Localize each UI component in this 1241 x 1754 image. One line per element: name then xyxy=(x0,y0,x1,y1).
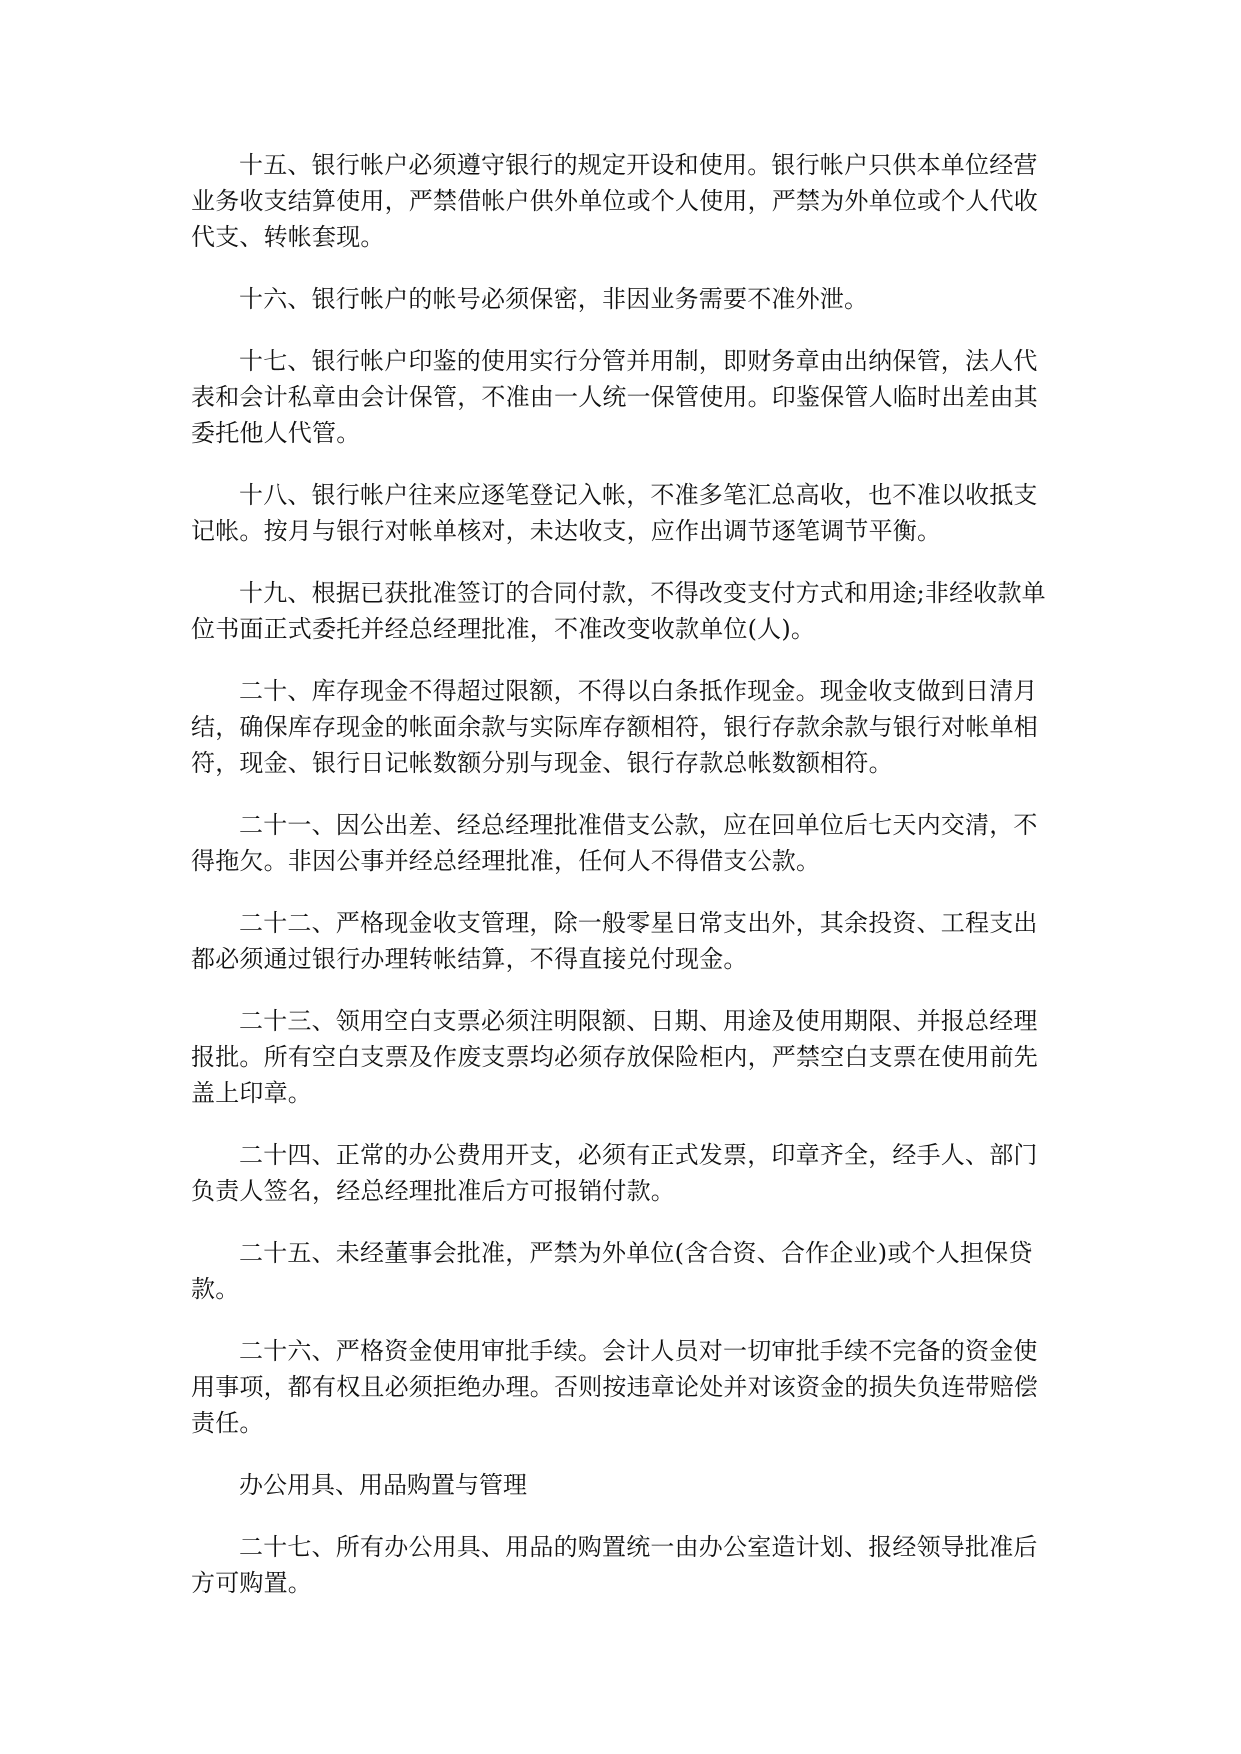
paragraph-20: 二十、库存现金不得超过限额，不得以白条抵作现金。现金收支做到日清月结，确保库存现金的帐面余款与实际库存额相符，银行存款余款与银行对帐单相符，现金、银行日记帐数额分别与现金、银行存款总帐数额相符。 xyxy=(191,677,1038,777)
paragraph-21: 二十一、因公出差、经总经理批准借支公款，应在回单位后七天内交清，不得拖欠。非因公事并经总经理批准，任何人不得借支公款。 xyxy=(191,811,1038,875)
paragraph-17: 十七、银行帐户印鉴的使用实行分管并用制，即财务章由出纳保管，法人代表和会计私章由会计保管，不准由一人统一保管使用。印鉴保管人临时出差由其委托他人代管。 xyxy=(191,347,1038,447)
document-body xyxy=(191,147,1051,1627)
paragraph-25: 二十五、未经董事会批准，严禁为外单位(含合资、合作企业)或个人担保贷款。 xyxy=(191,1239,1033,1303)
paragraph-27: 二十七、所有办公用具、用品的购置统一由办公室造计划、报经领导批准后方可购置。 xyxy=(191,1533,1038,1597)
paragraph-19: 十九、根据已获批准签订的合同付款，不得改变支付方式和用途;非经收款单位书面正式委托并经总经理批准，不准改变收款单位(人)。 xyxy=(191,579,1046,643)
paragraph-22: 二十二、严格现金收支管理，除一般零星日常支出外，其余投资、工程支出都必须通过银行办理转帐结算，不得直接兑付现金。 xyxy=(191,909,1038,973)
paragraph-15: 十五、银行帐户必须遵守银行的规定开设和使用。银行帐户只供本单位经营业务收支结算使用，严禁借帐户供外单位或个人使用，严禁为外单位或个人代收代支、转帐套现。 xyxy=(191,151,1038,251)
section-heading-office-supplies: 办公用具、用品购置与管理 xyxy=(239,1471,527,1499)
paragraph-16: 十六、银行帐户的帐号必须保密，非因业务需要不准外泄。 xyxy=(239,285,869,313)
paragraph-24: 二十四、正常的办公费用开支，必须有正式发票，印章齐全，经手人、部门负责人签名，经总经理批准后方可报销付款。 xyxy=(191,1141,1038,1205)
paragraph-23: 二十三、领用空白支票必须注明限额、日期、用途及使用期限、并报总经理报批。所有空白支票及作废支票均必须存放保险柜内，严禁空白支票在使用前先盖上印章。 xyxy=(191,1007,1038,1107)
paragraph-26: 二十六、严格资金使用审批手续。会计人员对一切审批手续不完备的资金使用事项，都有权且必须拒绝办理。否则按违章论处并对该资金的损失负连带赔偿责任。 xyxy=(191,1337,1038,1437)
paragraph-18: 十八、银行帐户往来应逐笔登记入帐，不准多笔汇总高收，也不准以收抵支记帐。按月与银行对帐单核对，未达收支，应作出调节逐笔调节平衡。 xyxy=(191,481,1038,545)
